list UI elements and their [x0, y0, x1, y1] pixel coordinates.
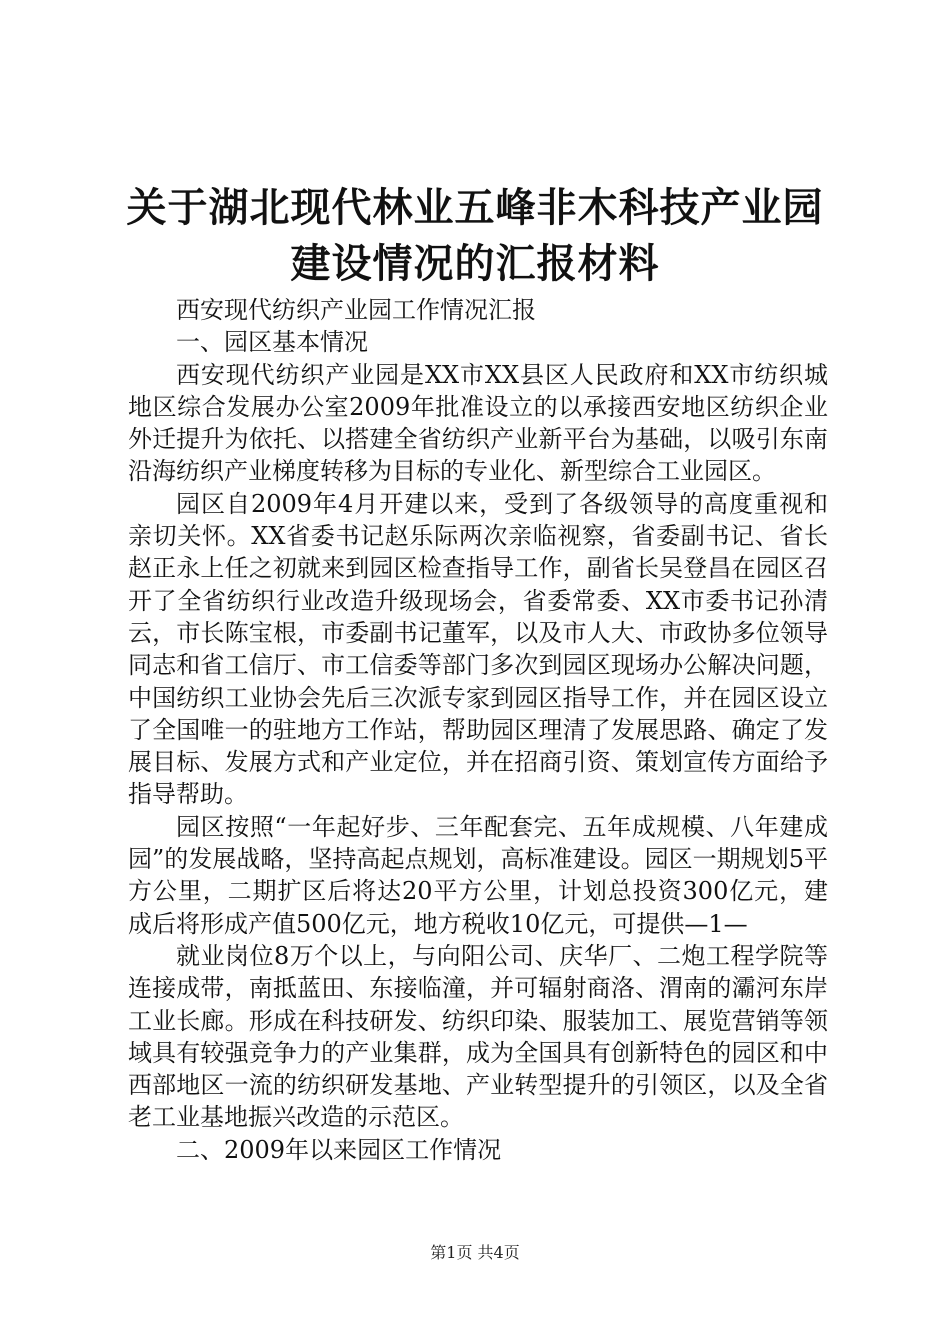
paragraph-development-strategy: 园区按照“一年起好步、三年配套完、五年成规模、八年建成园”的发展战略，坚持高起点规划，高标准建设。园区一期规划5平方公里，二期扩区后将达20平方公里，计划总投资300亿元，建成后将形成产值500亿元，地方税收10亿元，可提供—1—	[128, 812, 828, 938]
page-number-footer: 第1页 共4页	[430, 1243, 520, 1262]
section-heading-basic-info: 一、园区基本情况	[176, 328, 368, 357]
document-title: 关于湖北现代林业五峰非木科技产业园建设情况的汇报材料	[126, 185, 824, 287]
paragraph-leadership-support: 园区自2009年4月开建以来，受到了各级领导的高度重视和亲切关怀。XX省委书记赵乐际两次亲临视察，省委副书记、省长赵正永上任之初就来到园区检查指导工作，副省长吴登昌在园区召开了全省纺织行业改造升级现场会，省委常委、XX市委书记孙清云，市长陈宝根，市委副书记董军，以及市人大、市政协多位领导同志和省工信厅、市工信委等部门多次到园区现场办公解决问题，中国纺织工业协会先后三次派专家到园区指导工作，并在园区设立了全国唯一的驻地方工作站，帮助园区理清了发展思路、确定了发展目标、发展方式和产业定位，并在招商引资、策划宣传方面给予指导帮助。	[128, 489, 828, 809]
paragraph-employment-goals: 就业岗位8万个以上，与向阳公司、庆华厂、二炮工程学院等连接成带，南抵蓝田、东接临潼，并可辐射商洛、渭南的灞河东岸工业长廊。形成在科技研发、纺织印染、服装加工、展览营销等领域具有较强竞争力的产业集群，成为全国具有创新特色的园区和中西部地区一流的纺织研发基地、产业转型提升的引领区，以及全省老工业基地振兴改造的示范区。	[128, 941, 828, 1132]
paragraph-park-overview: 西安现代纺织产业园是XX市XX县区人民政府和XX市纺织城地区综合发展办公室2009年批准设立的以承接西安地区纺织企业外迁提升为依托、以搭建全省纺织产业新平台为基础，以吸引东南沿海纺织产业梯度转移为目标的专业化、新型综合工业园区。	[128, 360, 828, 486]
document-body	[128, 294, 828, 1166]
section-heading-work-since-2009: 二、2009年以来园区工作情况	[176, 1135, 502, 1164]
paragraph-report-heading: 西安现代纺织产业园工作情况汇报	[176, 296, 536, 324]
